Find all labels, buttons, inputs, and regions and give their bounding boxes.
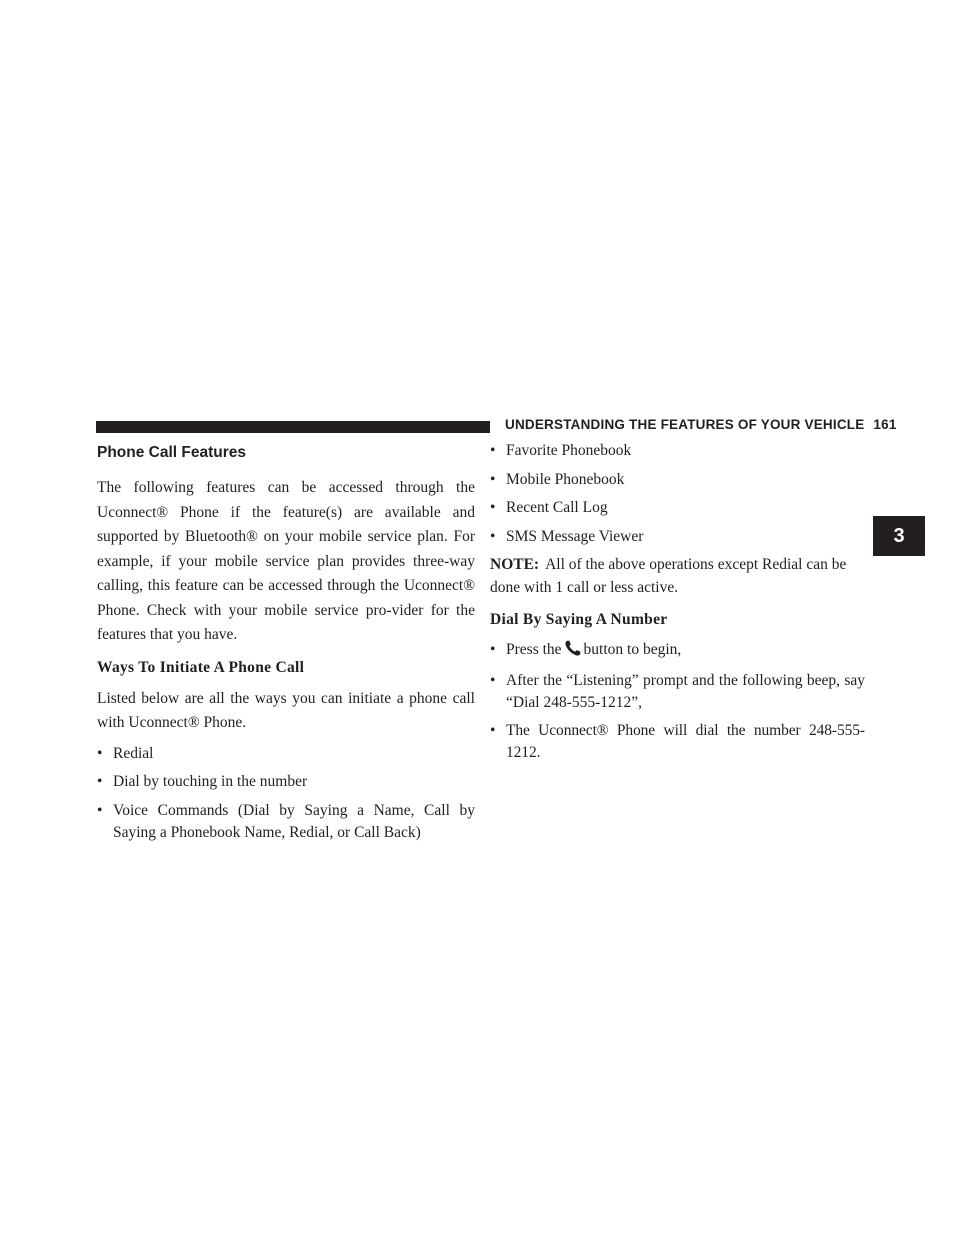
list-item: • Mobile Phonebook (490, 469, 865, 491)
bullet-icon: • (490, 527, 496, 545)
ways-heading: Ways To Initiate A Phone Call (97, 658, 305, 676)
list-item: • Voice Commands (Dial by Saying a Name, Call by Saying a Phonebook Name, Redial, or Call Back) (97, 801, 475, 841)
section-title: Phone Call Features (97, 444, 247, 461)
bullet-icon: • (97, 773, 103, 790)
list-item: • The Uconnect® Phone will dial the number 248-555-1212. (490, 722, 865, 761)
bullet-icon: • (97, 801, 103, 819)
list-item: • After the “Listening” prompt and the following beep, say “Dial 248-555-1212”, (490, 671, 865, 711)
bullet-icon: • (490, 470, 496, 488)
bullet-icon: • (490, 442, 496, 459)
list-item: • Press the button to begin, (490, 639, 865, 663)
note-text: All of the above operations except Redial can be done with 1 call or less active. (490, 556, 847, 596)
chapter-tab: 3 (873, 516, 925, 556)
ways-list-continued (490, 440, 865, 548)
intro-paragraph: The following features can be accessed through the Uconnect® Phone if the feature(s) are available and supported by Bluetooth® on your mobile service plan. For example, if your mobile service plan provides three-way calling, this feature can be accessed through the Uconnect® Phone. Check with your mobile service pro-vider for the features that you have. (97, 479, 475, 643)
note (490, 554, 865, 599)
bullet-icon: • (490, 671, 496, 689)
phone-icon (564, 640, 582, 663)
dial-heading: Dial By Saying A Number (490, 611, 668, 628)
list-item: • Dial by touching in the number (97, 771, 475, 793)
dial-steps (490, 639, 865, 764)
ways-intro: Listed below are all the ways you can initiate a phone call with Uconnect® Phone. (97, 689, 475, 731)
header-title: UNDERSTANDING THE FEATURES OF YOUR VEHICLE (505, 417, 865, 432)
list-item: • Recent Call Log (490, 497, 865, 519)
running-header (505, 417, 897, 432)
note-label: NOTE: (490, 556, 540, 573)
bullet-icon: • (97, 744, 103, 762)
right-column (490, 440, 865, 771)
bullet-icon: • (490, 722, 496, 739)
page-number: 161 (873, 417, 897, 432)
list-item: • Favorite Phonebook (490, 440, 865, 462)
header-rule (96, 421, 490, 433)
list-item: • SMS Message Viewer (490, 526, 865, 548)
list-item: • Redial (97, 743, 475, 765)
bullet-icon: • (490, 499, 496, 516)
ways-list (97, 743, 475, 844)
bullet-icon: • (490, 641, 496, 658)
left-column (97, 440, 475, 850)
